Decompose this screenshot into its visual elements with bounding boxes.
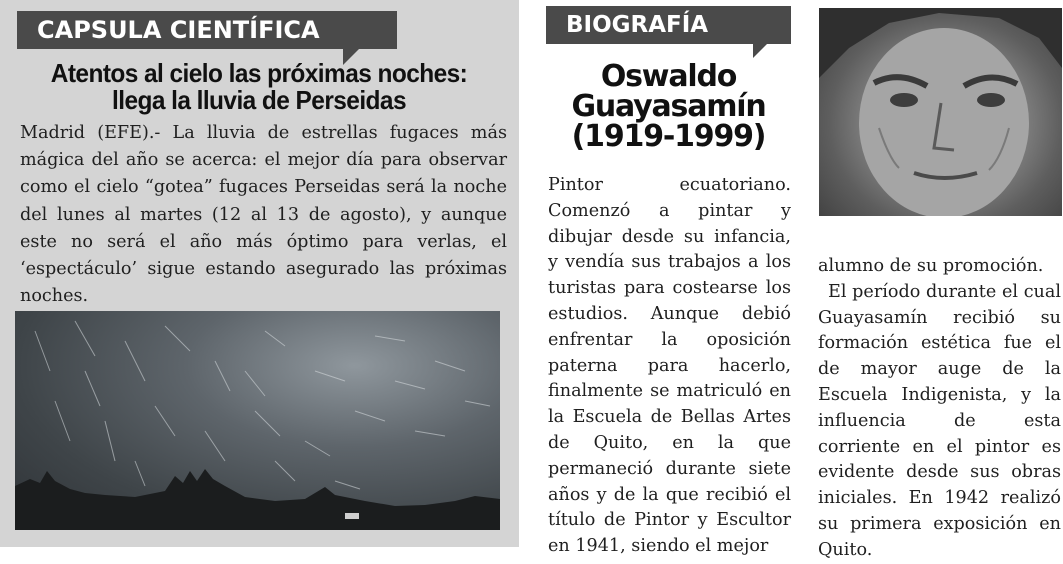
section-tag-capsula: CAPSULA CIENTÍFICA [17,11,397,49]
headline-line: Oswaldo [600,59,737,94]
capsula-panel [0,0,519,547]
capsula-body: Madrid (EFE).- La lluvia de estrellas fugaces más mágica del año se acerca: el mejor día para observar como el cielo “gotea” fugaces Perseidas será la noche del lunes al martes (12 al 13 de agosto), y aunque este no será el año más óptimo para verlas, el ‘espectáculo’ sigue estando asegurado las próximas noches. [20,123,507,307]
biography-headline [546,59,791,154]
biography-column-1: Pintor ecuatoriano. Comenzó a pintar y dibujar desde su infancia, y vendía sus trabajos a los turistas para costearse los estudios. Aunque debió enfrentar la oposición paterna para hacerlo, finalmente se matriculó en la Escuela de Bellas Artes de Quito, en la que permaneció durante siete años y de la que recibió el título de Pintor y Escultor en 1941, siendo el mejor [548,175,791,557]
biography-column-2 [818,254,1061,564]
biography-paragraph: alumno de su promoción. [818,256,1044,276]
headline-line: Guayasamín [571,89,766,124]
capsula-headline: Atentos al cielo las próximas noches: llega la lluvia de Perseidas [50,58,468,115]
biography-paragraph: El período durante el cual Guayasamín recibió su formación estética fue el de mayor auge de la Escuela Indigenista, y la influencia de esta corriente en el pintor es evidente desde sus obras iniciales. En 1942 realizó su primera exposición en Quito. [818,281,1061,560]
headline-line: (1919-1999) [571,119,766,154]
star-trails-photo [15,311,500,530]
section-tag-biografia: BIOGRAFÍA [546,6,791,44]
guayasamin-portrait-photo [819,8,1062,216]
